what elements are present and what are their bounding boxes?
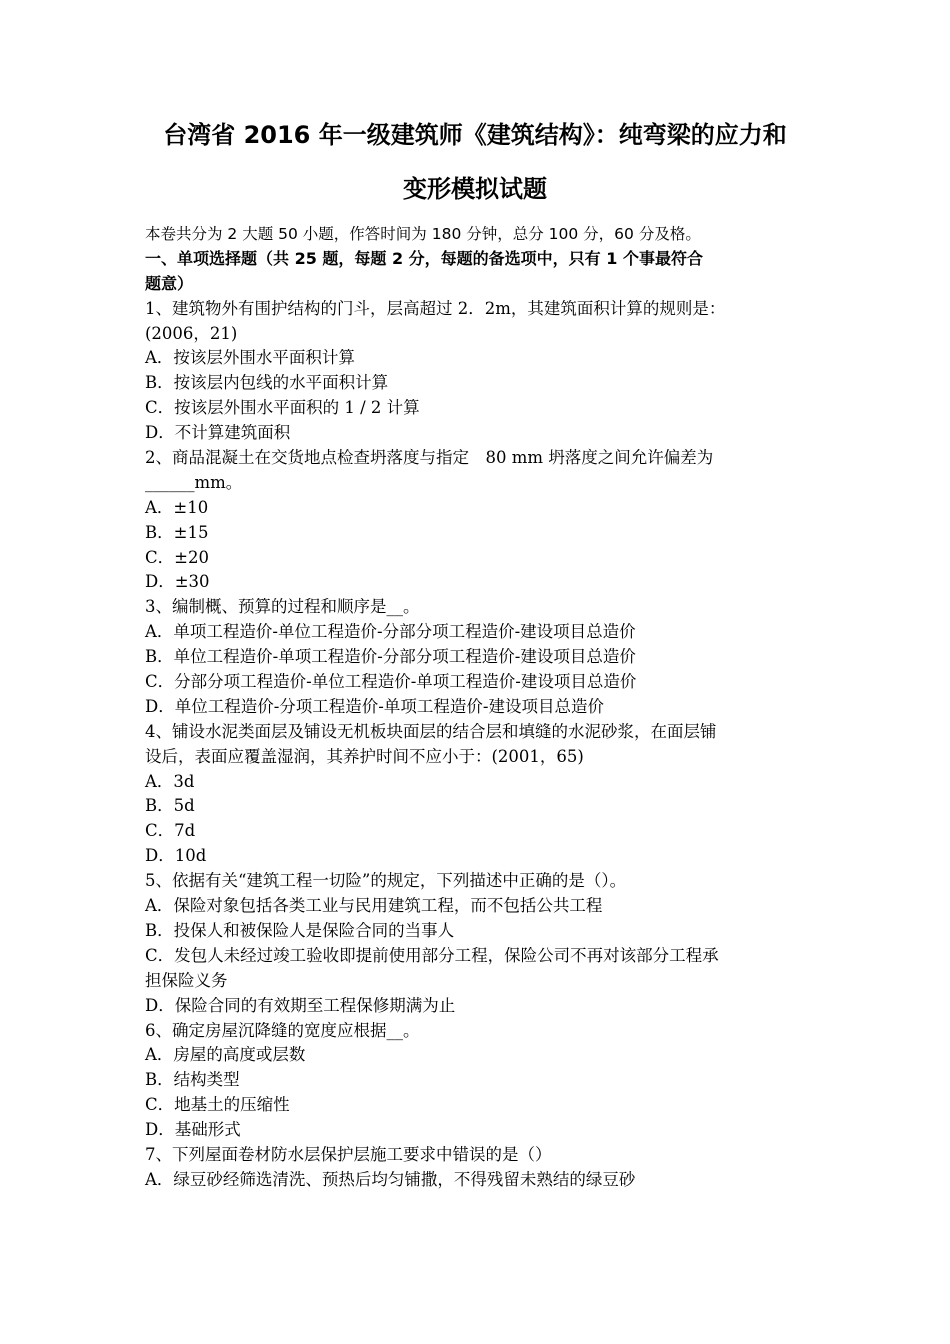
question-line: C．分部分项工程造价-单位工程造价-单项工程造价-建设项目总造价 <box>145 672 637 692</box>
question-line: A．单项工程造价-单位工程造价-分部分项工程造价-建设项目总造价 <box>145 622 636 642</box>
question-line: C．7d <box>145 821 196 841</box>
document-title-line-1: 台湾省 2016 年一级建筑师《建筑结构》：纯弯梁的应力和 <box>163 121 787 149</box>
question-line: 1、建筑物外有围护结构的门斗，层高超过 2．2m，其建筑面积计算的规则是： <box>145 298 726 318</box>
exam-intro: 本卷共分为 2 大题 50 小题，作答时间为 180 分钟，总分 100 分，60 分及格。 <box>145 225 701 243</box>
document-title-line-2: 变形模拟试题 <box>403 175 547 203</box>
question-line: 7、下列屋面卷材防水层保护层施工要求中错误的是（） <box>145 1144 552 1164</box>
question-line: 设后，表面应覆盖湿润，其养护时间不应小于：(2001，65) <box>145 746 584 766</box>
question-line: C．按该层外围水平面积的 1 / 2 计算 <box>145 398 420 418</box>
question-line: D．单位工程造价-分项工程造价-单项工程造价-建设项目总造价 <box>145 696 604 716</box>
question-line: C．地基土的压缩性 <box>145 1095 290 1115</box>
question-line: C．±20 <box>145 547 209 567</box>
question-line: B．单位工程造价-单项工程造价-分部分项工程造价-建设项目总造价 <box>145 647 636 667</box>
question-line: B．±15 <box>145 522 209 542</box>
question-line: B．投保人和被保险人是保险合同的当事人 <box>145 920 455 940</box>
section-heading-continued: 题意） <box>145 273 194 293</box>
question-line: A．绿豆砂经筛选清洗、预热后均匀铺撒，不得残留未熟结的绿豆砂 <box>145 1169 636 1189</box>
question-line: D．不计算建筑面积 <box>145 423 291 443</box>
question-line: ______mm。 <box>145 472 243 492</box>
question-line: (2006，21) <box>145 323 238 343</box>
question-line: 2、商品混凝土在交货地点检查坍落度与指定 80 mm 坍落度之间允许偏差为 <box>145 448 714 468</box>
section-heading: 一、单项选择题（共 25 题，每题 2 分，每题的备选项中，只有 1 个事最符合 <box>145 248 703 268</box>
document-body <box>145 222 825 1193</box>
question-line: 6、确定房屋沉降缝的宽度应根据__。 <box>145 1020 420 1040</box>
question-line: 担保险义务 <box>145 970 228 990</box>
question-line: A．3d <box>145 771 195 791</box>
question-line: A．±10 <box>145 497 209 517</box>
question-line: D．10d <box>145 846 207 866</box>
question-line: 4、铺设水泥类面层及铺设无机板块面层的结合层和填缝的水泥砂浆，在面层铺 <box>145 721 717 741</box>
question-line: B．按该层内包线的水平面积计算 <box>145 373 389 393</box>
question-line: A．房屋的高度或层数 <box>145 1045 306 1065</box>
question-line: 3、编制概、预算的过程和顺序是__。 <box>145 597 420 617</box>
question-line: 5、依据有关“建筑工程一切险”的规定，下列描述中正确的是（）。 <box>145 871 627 891</box>
question-line: A．按该层外围水平面积计算 <box>145 348 355 368</box>
question-line: D．保险合同的有效期至工程保修期满为止 <box>145 995 456 1015</box>
question-line: B．5d <box>145 796 195 816</box>
question-line: C．发包人未经过竣工验收即提前使用部分工程，保险公司不再对该部分工程承 <box>145 945 719 965</box>
question-line: D．基础形式 <box>145 1120 241 1140</box>
question-line: D．±30 <box>145 572 210 592</box>
question-line: A．保险对象包括各类工业与民用建筑工程，而不包括公共工程 <box>145 896 603 916</box>
question-list <box>145 297 825 1193</box>
question-line: B．结构类型 <box>145 1070 240 1090</box>
